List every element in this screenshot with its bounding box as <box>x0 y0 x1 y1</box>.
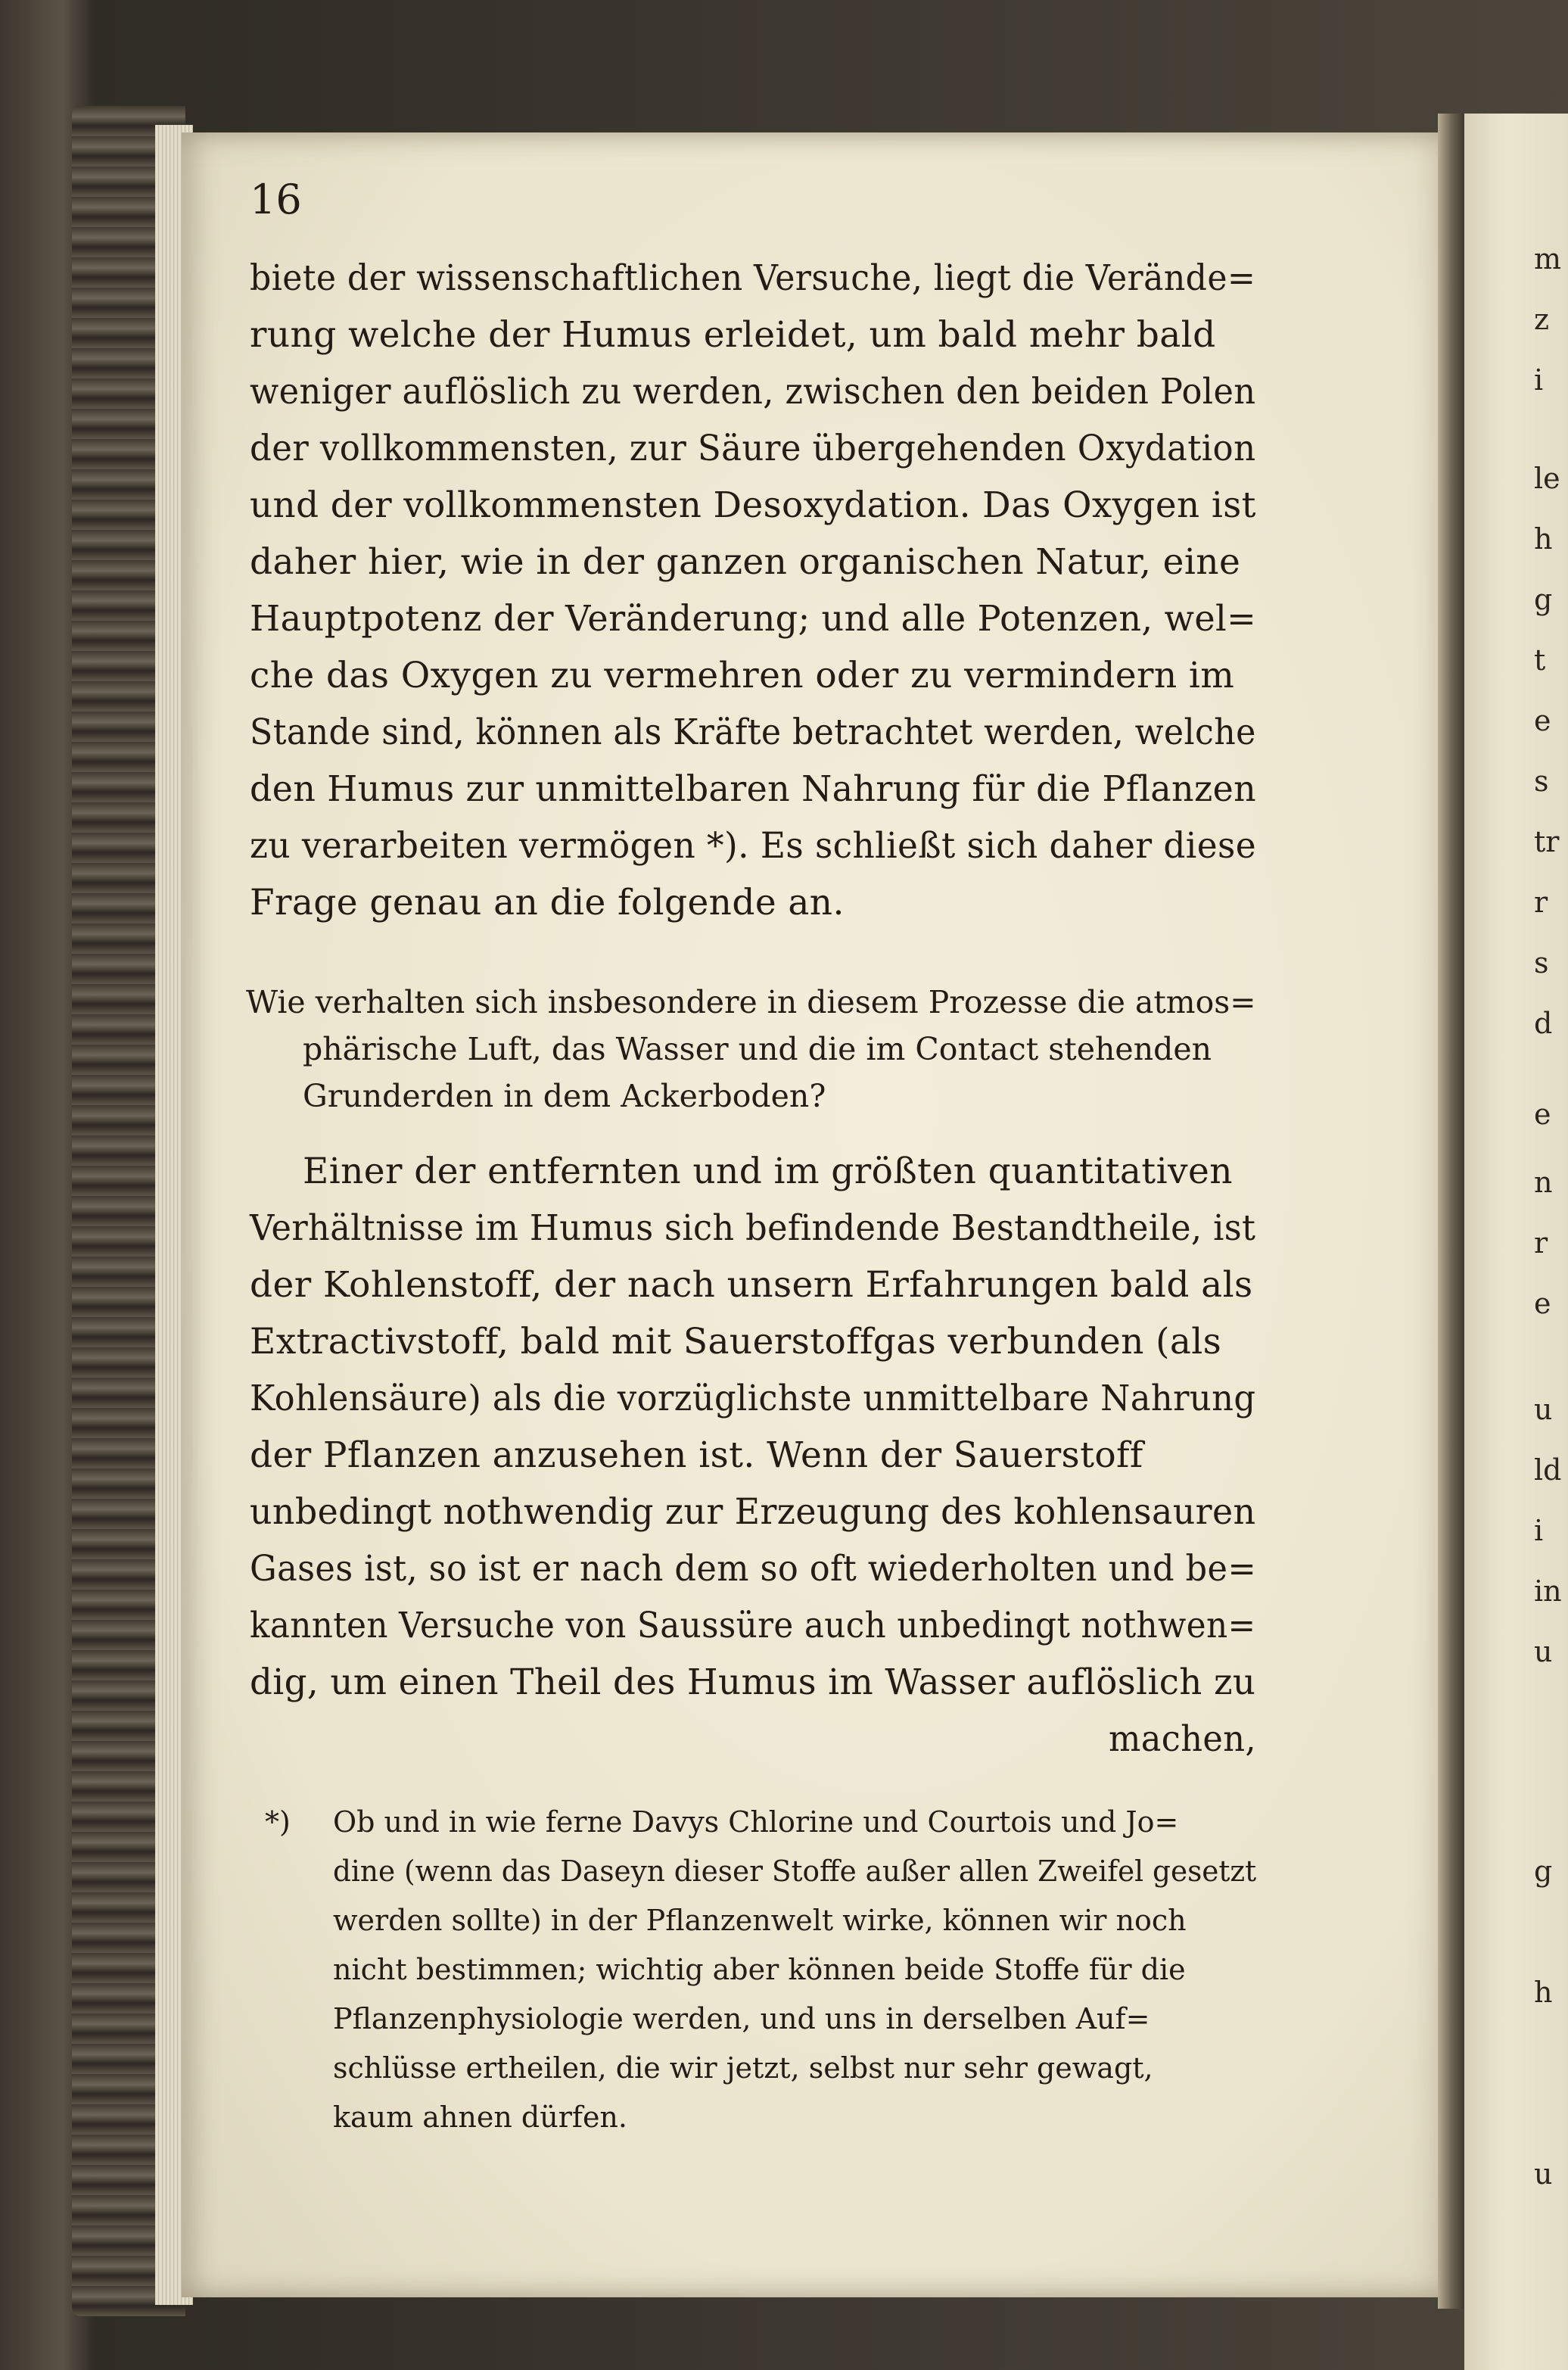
text-line: Verhältnisse im Humus sich befindende Bestandtheile, ist <box>250 1207 1256 1249</box>
text-line: Hauptpotenz der Veränderung; und alle Potenzen, wel= <box>250 598 1257 640</box>
facing-fragment: h <box>1534 1976 1553 2009</box>
footnote-line: Pflanzenphysiologie werden, und uns in derselben Auf= <box>333 2002 1150 2035</box>
text-line: zu verarbeiten vermögen *). Es schließt sich daher diese <box>250 825 1257 867</box>
text-line: Kohlensäure) als die vorzüglichste unmittelbare Nahrung <box>250 1378 1256 1419</box>
footnote-line: nicht bestimmen; wichtig aber können beide Stoffe für die <box>333 1953 1186 1986</box>
footnote-line: Ob und in wie ferne Davys Chlorine und Courtois und Jo= <box>333 1805 1179 1839</box>
text-line: rung welche der Humus erleidet, um bald mehr bald <box>250 314 1216 356</box>
facing-fragment: i <box>1534 363 1544 397</box>
facing-fragment: i <box>1534 1514 1544 1547</box>
facing-fragment: m <box>1534 242 1562 276</box>
facing-fragment: s <box>1534 765 1549 798</box>
facing-fragment: r <box>1534 886 1548 919</box>
facing-fragment: u <box>1534 1393 1553 1426</box>
text-line: Einer der entfernten und im größten quantitativen <box>303 1151 1233 1192</box>
footnote-line: dine (wenn das Daseyn dieser Stoffe außer allen Zweifel gesetzt <box>333 1855 1257 1888</box>
text-line: der vollkommensten, zur Säure übergehenden Oxydation <box>250 428 1256 469</box>
facing-fragment: t <box>1534 643 1546 677</box>
text-line: kannten Versuche von Saussüre auch unbedingt nothwen= <box>250 1605 1256 1646</box>
text-line: Stande sind, können als Kräfte betrachtet werden, welche <box>250 712 1256 753</box>
facing-fragment: ld <box>1534 1453 1562 1487</box>
text-line: und der vollkommensten Desoxydation. Das Oxygen ist <box>250 484 1256 526</box>
facing-fragment: u <box>1534 1635 1553 1668</box>
facing-fragment: g <box>1534 1855 1553 1888</box>
facing-fragment: h <box>1534 522 1553 556</box>
facing-fragment: le <box>1534 462 1560 495</box>
facing-fragment: e <box>1534 704 1551 737</box>
facing-fragment: r <box>1534 1226 1548 1260</box>
footnote-line: kaum ahnen dürfen. <box>333 2101 627 2134</box>
text-line: biete der wissenschaftlichen Versuche, liegt die Verände= <box>250 257 1256 299</box>
question-line: Grunderden in dem Ackerboden? <box>303 1078 826 1114</box>
facing-fragment: e <box>1534 1287 1551 1320</box>
text-line: der Kohlenstoff, der nach unsern Erfahrungen bald als <box>250 1264 1253 1306</box>
facing-fragment: s <box>1534 946 1549 979</box>
facing-fragment: z <box>1534 303 1550 336</box>
facing-fragment: g <box>1534 583 1553 616</box>
text-line: der Pflanzen anzusehen ist. Wenn der Sauerstoff <box>250 1434 1143 1476</box>
footnote-line: werden sollte) in der Pflanzenwelt wirke, können wir noch <box>333 1904 1187 1937</box>
text-line: dig, um einen Theil des Humus im Wasser auflöslich zu <box>250 1661 1256 1703</box>
text-line: machen, <box>1109 1718 1256 1760</box>
text-line: Extractivstoff, bald mit Sauerstoffgas verbunden (als <box>250 1321 1222 1363</box>
text-line: unbedingt nothwendig zur Erzeugung des kohlensauren <box>250 1491 1256 1533</box>
text-line: weniger auflöslich zu werden, zwischen den beiden Polen <box>250 371 1256 413</box>
question-line: Wie verhalten sich insbesondere in diesem Prozesse die atmos= <box>246 984 1256 1020</box>
text-line: Gases ist, so ist er nach dem so oft wiederholten und be= <box>250 1548 1257 1590</box>
facing-fragment: in <box>1534 1574 1562 1608</box>
footnote-marker: *) <box>265 1805 291 1839</box>
facing-page <box>1464 114 1568 2370</box>
facing-fragment: d <box>1534 1007 1553 1040</box>
facing-fragment: tr <box>1534 825 1560 858</box>
facing-fragment: e <box>1534 1098 1551 1131</box>
facing-fragment: u <box>1534 2157 1553 2191</box>
page-number: 16 <box>250 176 302 223</box>
text-line: den Humus zur unmittelbaren Nahrung für die Pflanzen <box>250 768 1257 810</box>
text-line: daher hier, wie in der ganzen organischen Natur, eine <box>250 541 1241 583</box>
facing-fragment: n <box>1534 1166 1553 1199</box>
text-line: che das Oxygen zu vermehren oder zu vermindern im <box>250 655 1235 696</box>
text-line: Frage genau an die folgende an. <box>250 882 845 923</box>
book-gutter <box>1438 114 1468 2309</box>
footnote-line: schlüsse ertheilen, die wir jetzt, selbst nur sehr gewagt, <box>333 2051 1153 2085</box>
question-line: phärische Luft, das Wasser und die im Contact stehenden <box>303 1031 1212 1067</box>
